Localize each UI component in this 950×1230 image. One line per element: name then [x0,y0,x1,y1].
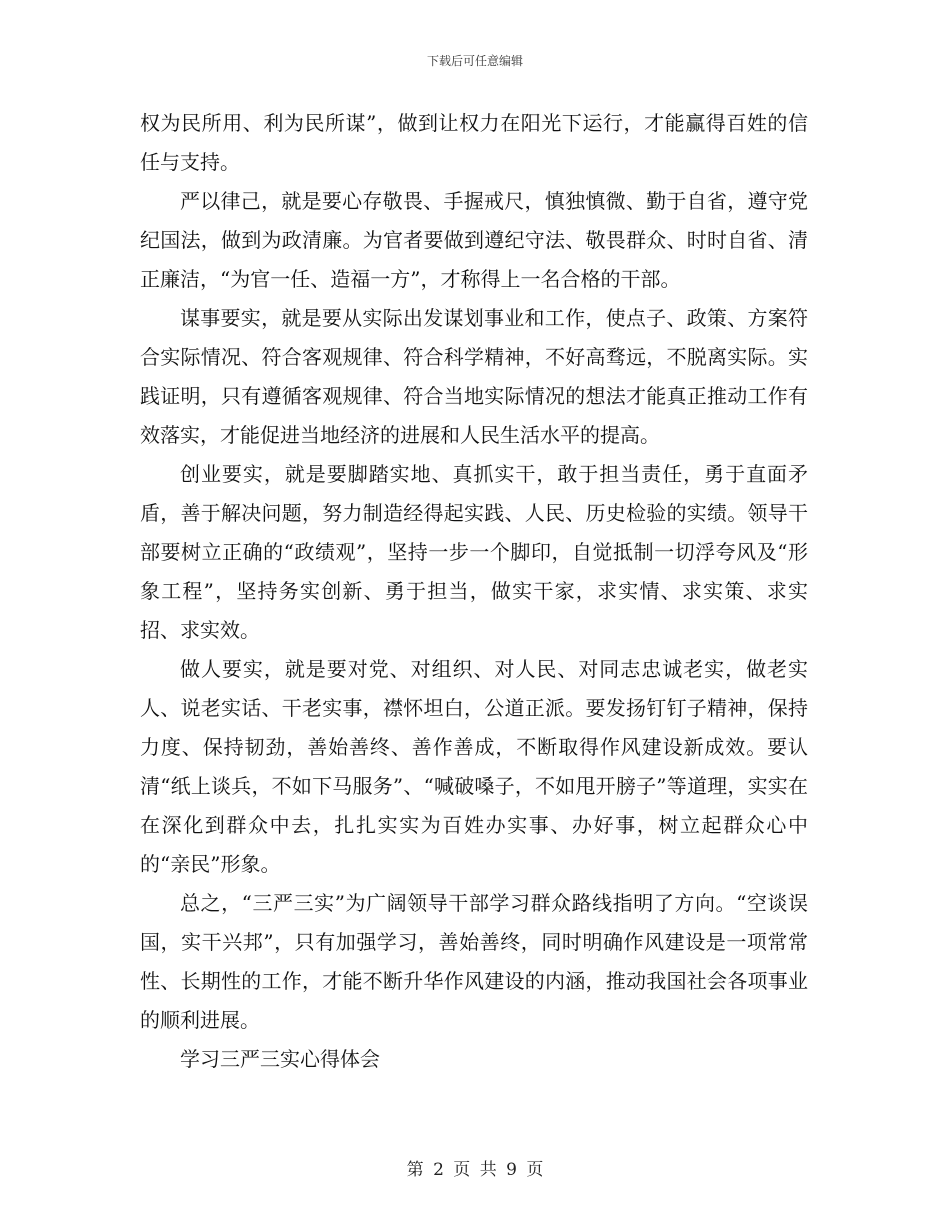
document-body [140,104,808,1079]
paragraph-strict-self-discipline: 严以律己，就是要心存敬畏、手握戒尺，慎独慎微、勤于自省，遵守党纪国法，做到为政清廉。为官者要做到遵纪守法、敬畏群众、时时自省、清正廉洁，“为官一任、造福一方”，才称得上一名合格的干部。 [140,189,808,291]
section-title: 学习三严三实心得体会 [180,1047,380,1071]
page-header: 下载后可任意编辑 [426,54,523,68]
paragraph-conclusion: 总之，“三严三实”为广阔领导干部学习群众路线指明了方向。“空谈误国，实干兴邦”，只有加强学习，善始善终，同时明确作风建设是一项常常性、长期性的工作，才能不断升华作风建设的内涵，推动我国社会各项事业的顺利进展。 [140,891,808,1032]
paragraph-practical-planning: 谋事要实，就是要从实际出发谋划事业和工作，使点子、政策、方案符合实际情况、符合客观规律、符合科学精神，不好高骛远，不脱离实际。实践证明，只有遵循客观规律、符合当地实际情况的想法才能真正推动工作有效落实，才能促进当地经济的进展和人民生活水平的提高。 [140,306,808,447]
page-number-footer: 第 2 页 共 9 页 [406,1160,544,1180]
paragraph-practical-enterprise: 创业要实，就是要脚踏实地、真抓实干，敢于担当责任，勇于直面矛盾，善于解决问题，努力制造经得起实践、人民、历史检验的实绩。领导干部要树立正确的“政绩观”，坚持一步一个脚印，自觉抵制一切浮夸风及“形象工程”，坚持务实创新、勇于担当，做实干家，求实情、求实策、求实招、求实效。 [140,462,808,642]
paragraph-continued: 权为民所用、利为民所谋”，做到让权力在阳光下运行，才能赢得百姓的信任与支持。 [140,111,808,174]
paragraph-practical-conduct: 做人要实，就是要对党、对组织、对人民、对同志忠诚老实，做老实人、说老实话、干老实事，襟怀坦白，公道正派。要发扬钉钉子精神，保持力度、保持韧劲，善始善终、善作善成，不断取得作风建设新成效。要认清“纸上谈兵，不如下马服务”、“喊破嗓子，不如甩开膀子”等道理，实实在在深化到群众中去，扎扎实实为百姓办实事、办好事，树立起群众心中的“亲民”形象。 [140,657,808,876]
